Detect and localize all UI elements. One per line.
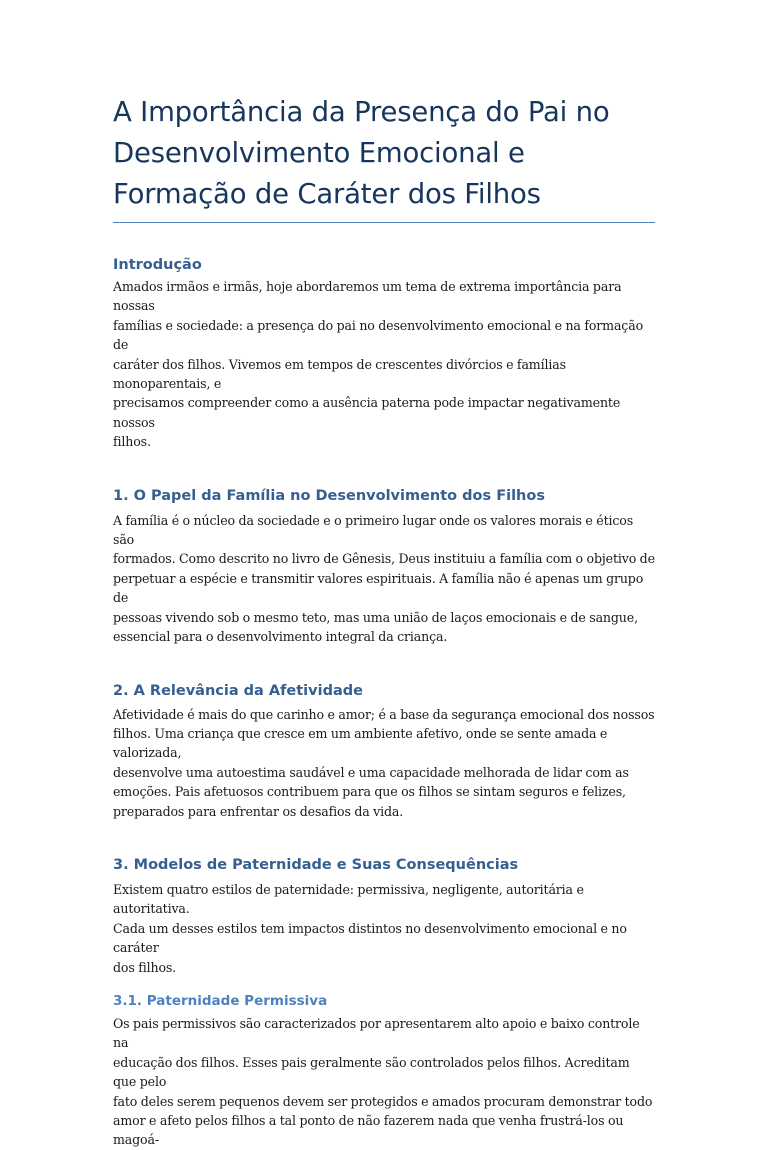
- paragraph-section-3-1: [113, 1014, 655, 1150]
- text-line: formados. Como descrito no livro de Gênesis, Deus instituiu a família com o objetivo de: [113, 551, 655, 567]
- text-line: Os pais permissivos são caracterizados por apresentarem alto apoio e baixo controle na: [113, 1015, 640, 1051]
- paragraph-section-2: [113, 705, 655, 821]
- document-title: [113, 92, 655, 222]
- heading-section-3-1: 3.1. Paternidade Permissiva: [113, 992, 328, 1009]
- text-line: amor e afeto pelos filhos a tal ponto de não fazerem nada que venha frustrá-los ou magoá-: [113, 1113, 624, 1148]
- title-underline-rule: [113, 222, 655, 223]
- title-line: A Importância da Presença do Pai no: [113, 96, 610, 128]
- text-line: Afetividade é mais do que carinho e amor; é a base da segurança emocional dos nossos: [113, 706, 655, 722]
- text-line: Amados irmãos e irmãs, hoje abordaremos um tema de extrema importância para nossas: [113, 279, 622, 314]
- heading-introducao: Introdução: [113, 257, 202, 273]
- text-line: fato deles serem pequenos devem ser protegidos e amados procuram demonstrar todo: [113, 1093, 653, 1109]
- text-line: emoções. Pais afetuosos contribuem para que os filhos se sintam seguros e felizes,: [113, 784, 626, 800]
- paragraph-section-1: [113, 511, 655, 647]
- text-line: educação dos filhos. Esses pais geralmente são controlados pelos filhos. Acreditam que pelo: [113, 1054, 630, 1090]
- text-line: pessoas vivendo sob o mesmo teto, mas uma união de laços emocionais e de sangue,: [113, 609, 638, 625]
- text-line: Existem quatro estilos de paternidade: permissiva, negligente, autoritária e autoritativa.: [113, 881, 584, 917]
- text-line: Cada um desses estilos tem impactos distintos no desenvolvimento emocional e no caráter: [113, 920, 627, 956]
- title-line: Formação de Caráter dos Filhos: [113, 178, 541, 210]
- text-line: perpetuar a espécie e transmitir valores espirituais. A família não é apenas um grupo de: [113, 570, 644, 606]
- text-line: desenvolve uma autoestima saudável e uma capacidade melhorada de lidar com as: [113, 764, 629, 780]
- text-line: dos filhos.: [113, 959, 177, 975]
- heading-section-2: 2. A Relevância da Afetividade: [113, 682, 363, 699]
- heading-section-1: 1. O Papel da Família no Desenvolvimento dos Filhos: [113, 487, 545, 504]
- paragraph-introducao: [113, 277, 655, 452]
- text-line: essencial para o desenvolvimento integral da criança.: [113, 629, 448, 645]
- text-line: precisamos compreender como a ausência paterna pode impactar negativamente nossos: [113, 395, 621, 430]
- text-line: filhos.: [113, 434, 151, 450]
- document-page: [113, 92, 655, 1150]
- title-line: Desenvolvimento Emocional e: [113, 137, 525, 169]
- paragraph-section-3: [113, 880, 655, 977]
- text-line: preparados para enfrentar os desafios da vida.: [113, 803, 404, 819]
- text-line: famílias e sociedade: a presença do pai no desenvolvimento emocional e na formação de: [113, 317, 644, 353]
- text-line: caráter dos filhos. Vivemos em tempos de crescentes divórcios e famílias monoparentais, e: [113, 356, 566, 392]
- heading-section-3: 3. Modelos de Paternidade e Suas Consequências: [113, 856, 519, 873]
- text-line: filhos. Uma criança que cresce em um ambiente afetivo, onde se sente amada e valorizada,: [113, 725, 608, 761]
- text-line: A família é o núcleo da sociedade e o primeiro lugar onde os valores morais e éticos são: [113, 512, 634, 548]
